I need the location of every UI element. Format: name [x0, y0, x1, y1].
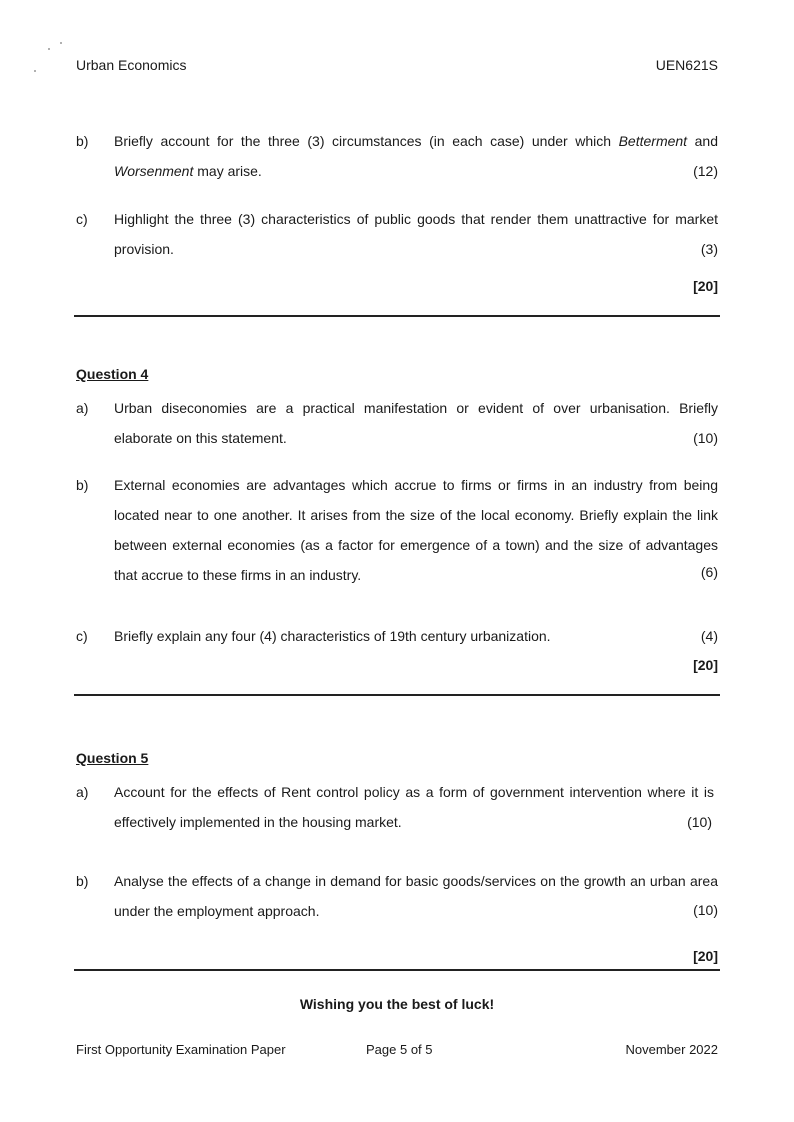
q5-b-label: b) — [76, 873, 89, 889]
divider — [74, 694, 720, 696]
q4-b-text: External economies are advantages which accrue to firms or firms in an industry from being located near to one another. It arises from the size of the local economy. Briefly explain the link between external economies (as a factor for emergence of a town) and the size of advantages that accrue to these firms in an industry. — [114, 477, 718, 583]
q4-a-label: a) — [76, 400, 89, 416]
q3-b-text — [114, 126, 718, 186]
q3-b-marks: (12) — [693, 163, 718, 179]
q4-b-label: b) — [76, 477, 89, 493]
q3-b-text-before: Briefly account for the three (3) circumstances (in each case) under which — [114, 133, 619, 149]
q5-a-marks: (10) — [687, 814, 712, 830]
footer-date: November 2022 — [625, 1042, 718, 1057]
q3-b-label: b) — [76, 133, 89, 149]
q5-b-text: Analyse the effects of a change in demand for basic goods/services on the growth an urban area under the employment approach. — [114, 873, 718, 919]
q4-b-marks: (6) — [700, 564, 718, 580]
q5-total: [20] — [693, 948, 718, 964]
q3-c-label: c) — [76, 211, 88, 227]
header-code: UEN621S — [655, 57, 718, 73]
scan-speck — [48, 48, 50, 50]
q3-c-marks: (3) — [700, 241, 718, 257]
q4-c-label: c) — [76, 628, 88, 644]
footer-left: First Opportunity Examination Paper — [76, 1042, 286, 1057]
divider — [74, 969, 720, 971]
q4-a-text: Urban diseconomies are a practical manifestation or evident of over urbanisation. Briefly elaborate on this statement. — [114, 400, 718, 446]
q3-total: [20] — [693, 278, 718, 294]
scan-speck — [60, 42, 62, 44]
scan-speck — [34, 70, 36, 72]
q3-b-text-after: may arise. — [193, 163, 262, 179]
footer-page-number: Page 5 of 5 — [366, 1042, 433, 1057]
q5-a-label: a) — [76, 784, 89, 800]
q3-b-em-worsenment: Worsenment — [114, 163, 194, 179]
q4-total: [20] — [693, 657, 718, 673]
divider — [74, 315, 720, 317]
header-course: Urban Economics — [76, 57, 187, 73]
q5-title: Question 5 — [76, 750, 149, 766]
closing-message: Wishing you the best of luck! — [299, 996, 495, 1012]
q5-b-marks: (10) — [693, 902, 718, 918]
q3-b-text-mid: and — [687, 133, 718, 149]
q4-a-marks: (10) — [693, 430, 718, 446]
q3-b-em-betterment: Betterment — [618, 133, 688, 149]
q3-c-text: Highlight the three (3) characteristics of public goods that render them unattractive for market provision. — [114, 211, 718, 257]
q5-a-text: Account for the effects of Rent control policy as a form of government intervention where it is effectively implemented in the housing market. — [114, 784, 714, 830]
q4-c-marks: (4) — [700, 628, 718, 644]
q4-title: Question 4 — [76, 366, 149, 382]
q4-c-text: Briefly explain any four (4) characteristics of 19th century urbanization. — [114, 628, 551, 644]
